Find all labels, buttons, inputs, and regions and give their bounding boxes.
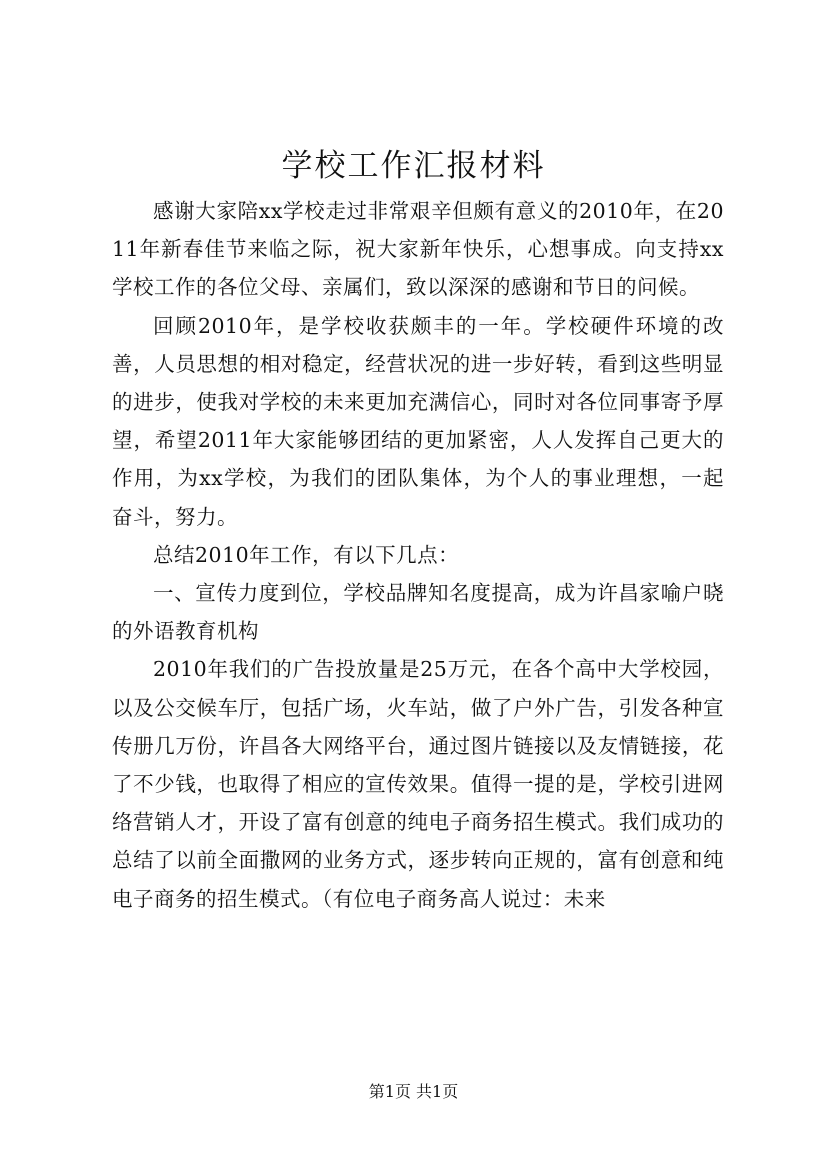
paragraph-point-one-heading: 一、宣传力度到位，学校品牌知名度提高，成为许昌家喻户晓的外语教育机构	[112, 581, 724, 644]
paragraph-greeting: 感谢大家陪xx学校走过非常艰辛但颇有意义的2010年，在2011年新春佳节来临之际，祝大家新年快乐，心想事成。向支持xx学校工作的各位父母、亲属们，致以深深的感谢和节日的问候。	[112, 199, 724, 300]
paragraph-summary-intro: 总结2010年工作，有以下几点：	[153, 542, 460, 567]
document-title: 学校工作汇报材料	[281, 148, 546, 184]
document-body	[112, 192, 724, 918]
page-footer: 第1页 共1页	[368, 1082, 459, 1101]
paragraph-advertising: 2010年我们的广告投放量是25万元，在各个高中大学校园，以及公交候车厅，包括广场，火车站，做了户外广告，引发各种宣传册几万份，许昌各大网络平台，通过图片链接以及友情链接，花了不少钱，也取得了相应的宣传效果。值得一提的是，学校引进网络营销人才，开设了富有创意的纯电子商务招生模式。我们成功的总结了以前全面撒网的业务方式，逐步转向正规的，富有创意和纯电子商务的招生模式。（有位电子商务高人说过：未来	[112, 657, 724, 911]
paragraph-review: 回顾2010年，是学校收获颇丰的一年。学校硬件环境的改善，人员思想的相对稳定，经营状况的进一步好转，看到这些明显的进步，使我对学校的未来更加充满信心，同时对各位同事寄予厚望，希望2011年大家能够团结的更加紧密，人人发挥自己更大的作用，为xx学校，为我们的团队集体，为个人的事业理想，一起奋斗，努力。	[112, 313, 724, 529]
